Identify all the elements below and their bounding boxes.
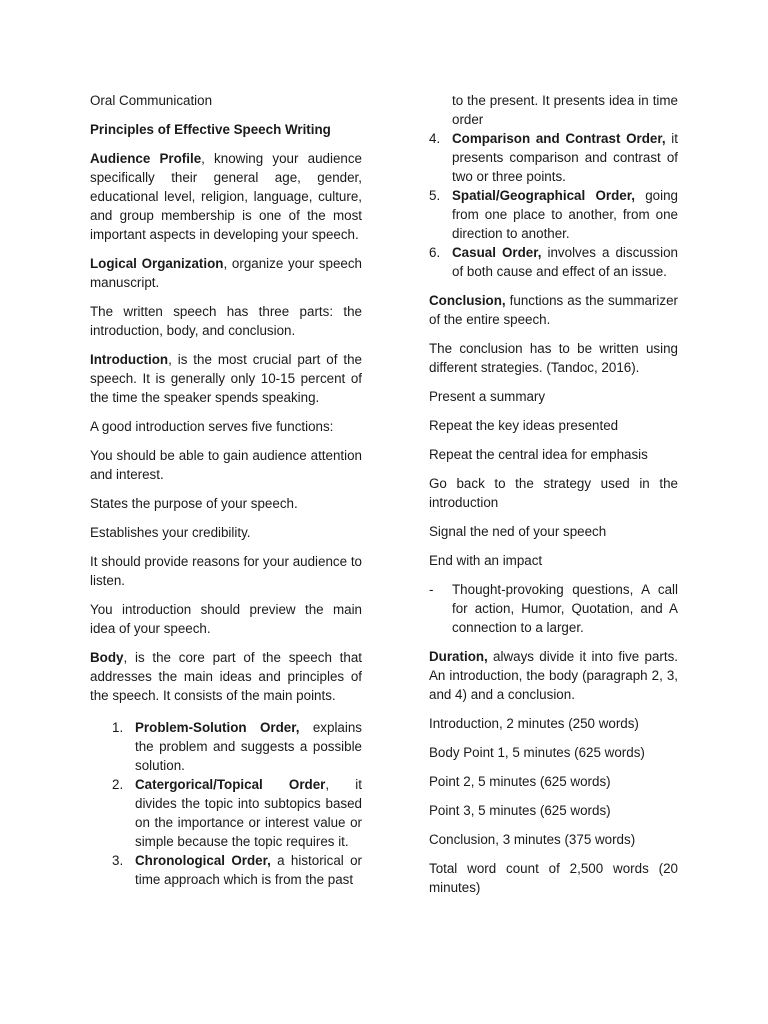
left-column xyxy=(90,91,362,889)
audience-profile-term: Audience Profile xyxy=(90,151,202,166)
duration-paragraph: Duration, always divide it into five parts. An introduction, the body (paragraph 2, 3, and 4) and a conclusion. xyxy=(429,649,678,702)
logical-organization-paragraph: Logical Organization, organize your speech manuscript. xyxy=(90,256,362,290)
duration-term: Duration, xyxy=(429,649,488,664)
strategies-paragraph: The conclusion has to be written using different strategies. (Tandoc, 2016). xyxy=(429,341,678,375)
strategy-item: Go back to the strategy used in the introduction xyxy=(429,476,678,510)
duration-item: Introduction, 2 minutes (250 words) xyxy=(429,716,639,731)
duration-item: Conclusion, 3 minutes (375 words) xyxy=(429,832,636,847)
duration-item: Total word count of 2,500 words (20 minutes) xyxy=(429,861,678,895)
strategy-item: End with an impact xyxy=(429,553,543,568)
duration-item: Point 2, 5 minutes (625 words) xyxy=(429,774,611,789)
function-item: It should provide reasons for your audience to listen. xyxy=(90,554,362,588)
list-continuation: to the present. It presents idea in time order xyxy=(452,93,678,127)
audience-profile-paragraph: Audience Profile, knowing your audience specifically their general age, gender, educational level, religion, language, culture, and group membership is one of the most important aspects in developing your speech. xyxy=(90,151,362,242)
function-item: You introduction should preview the main idea of your speech. xyxy=(90,602,362,636)
three-parts-paragraph: The written speech has three parts: the introduction, body, and conclusion. xyxy=(90,304,362,338)
list-item: 1. Problem-Solution Order, explains the problem and suggests a possible solution. xyxy=(112,720,362,773)
body-paragraph: Body, is the core part of the speech that addresses the main ideas and principles of the speech. It consists of the main points. xyxy=(90,650,362,703)
strategy-item: Repeat the central idea for emphasis xyxy=(429,447,648,462)
duration-item: Body Point 1, 5 minutes (625 words) xyxy=(429,745,645,760)
strategy-item: Present a summary xyxy=(429,389,546,404)
strategy-item: Signal the ned of your speech xyxy=(429,524,607,539)
document-header: Oral Communication xyxy=(90,93,213,108)
list-item: 4. Comparison and Contrast Order, it presents comparison and contrast of two or three points. xyxy=(429,131,678,184)
introduction-term: Introduction xyxy=(90,352,169,367)
five-functions-paragraph: A good introduction serves five functions: xyxy=(90,419,334,434)
conclusion-paragraph: Conclusion, functions as the summarizer of the entire speech. xyxy=(429,293,678,327)
body-order-list xyxy=(90,718,362,889)
conclusion-term: Conclusion, xyxy=(429,293,506,308)
logical-organization-term: Logical Organization xyxy=(90,256,224,271)
list-item: 5. Spatial/Geographical Order, going from one place to another, from one direction to another. xyxy=(429,188,678,241)
list-item: 2. Catergorical/Topical Order, it divides the topic into subtopics based on the importance or interest value or simple because the topic requires it. xyxy=(112,777,362,849)
introduction-paragraph: Introduction, is the most crucial part of the speech. It is generally only 10-15 percent of the time the speaker spends speaking. xyxy=(90,352,362,405)
list-item: 3. Chronological Order, a historical or time approach which is from the past xyxy=(112,853,362,887)
document-title: Principles of Effective Speech Writing xyxy=(90,122,331,137)
function-item: Establishes your credibility. xyxy=(90,525,251,540)
order-list-continued xyxy=(429,129,678,281)
function-item: States the purpose of your speech. xyxy=(90,496,298,511)
duration-item: Point 3, 5 minutes (625 words) xyxy=(429,803,611,818)
list-item: 6. Casual Order, involves a discussion of both cause and effect of an issue. xyxy=(429,245,678,279)
function-item: You should be able to gain audience attention and interest. xyxy=(90,448,362,482)
strategy-item: Repeat the key ideas presented xyxy=(429,418,619,433)
body-term: Body xyxy=(90,650,124,665)
impact-dash-item: - Thought-provoking questions, A call for action, Humor, Quotation, and A connection to a larger. xyxy=(429,582,678,635)
right-column xyxy=(429,91,678,907)
